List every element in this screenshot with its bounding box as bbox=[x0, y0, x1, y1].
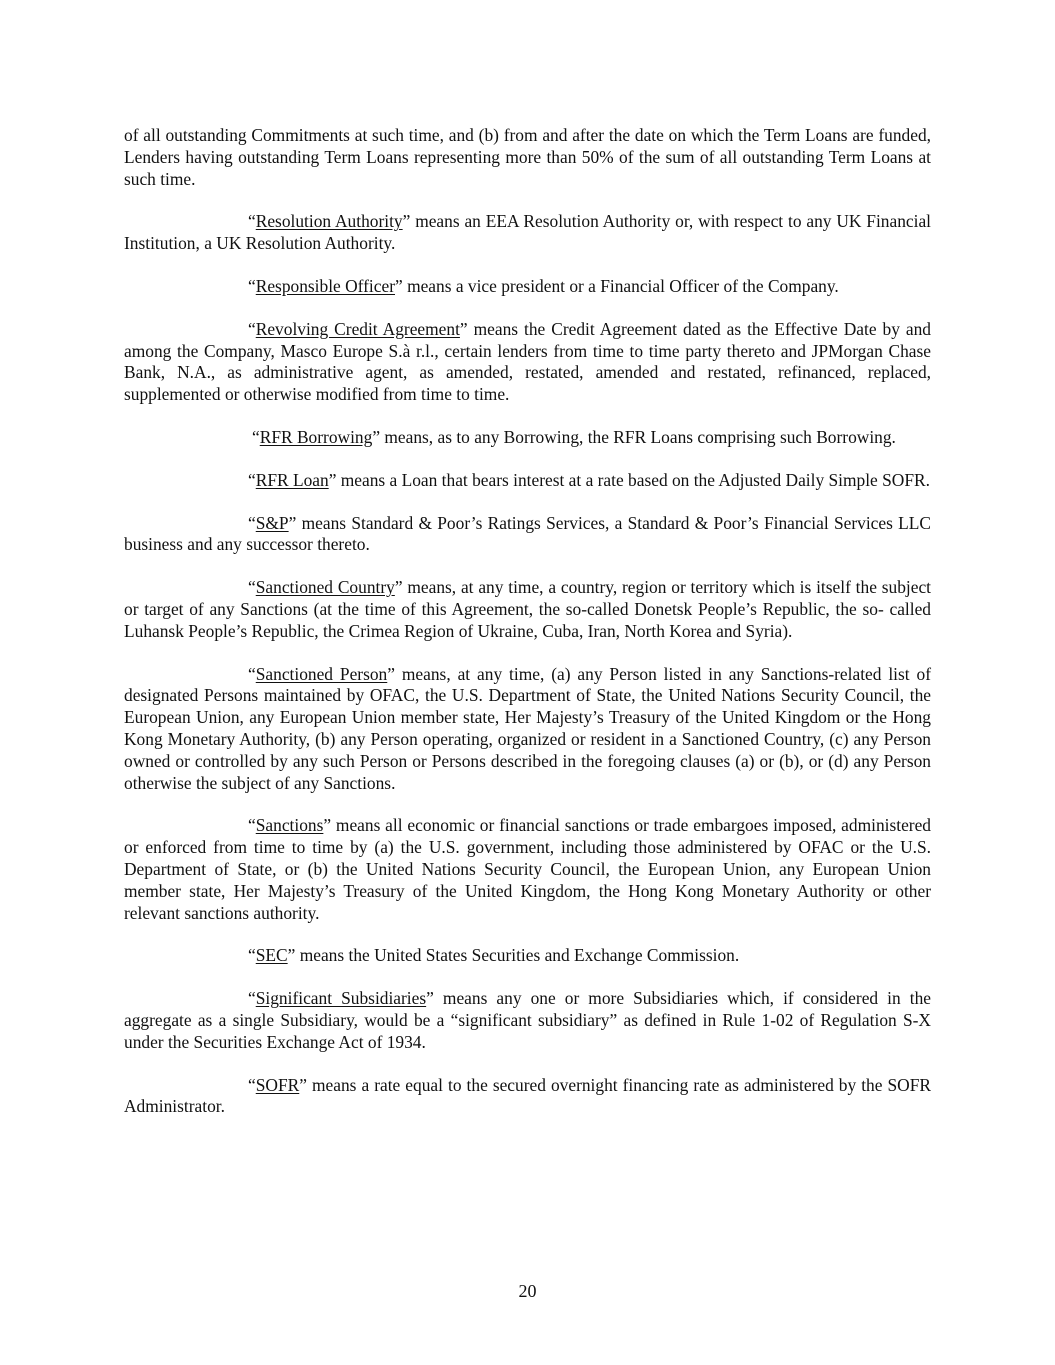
definition-rfr-borrowing bbox=[124, 427, 931, 449]
definition-sofr bbox=[124, 1075, 931, 1119]
page-number: 20 bbox=[518, 1281, 537, 1301]
defined-term: SOFR bbox=[255, 1074, 300, 1095]
document-page bbox=[124, 125, 931, 1139]
open-quote: “ bbox=[248, 577, 256, 598]
open-quote: “ bbox=[252, 426, 260, 447]
open-quote: “ bbox=[248, 512, 256, 533]
open-quote: “ bbox=[248, 469, 256, 490]
defined-term: Sanctions bbox=[255, 815, 324, 836]
definition-revolving-credit-agreement bbox=[124, 319, 931, 406]
definition-text: ” means, as to any Borrowing, the RFR Loans comprising such Borrowing. bbox=[372, 426, 896, 447]
open-quote: “ bbox=[248, 211, 256, 232]
definition-text: ” means a vice president or a Financial Officer of the Company. bbox=[395, 275, 839, 296]
definition-text: ” means, at any time, a country, region or territory which is itself the subject or target of any Sanctions (at the time of this Agreement, the so-called Donetsk People’s Republic, the so- called Luhansk People’s Republic, the Crimea Region of Ukraine, Cuba, Iran, North Korea and Syria). bbox=[124, 577, 931, 641]
definition-sec bbox=[124, 945, 931, 967]
open-quote: “ bbox=[248, 275, 256, 296]
open-quote: “ bbox=[248, 815, 256, 836]
definition-significant-subsidiaries bbox=[124, 988, 931, 1053]
definition-responsible-officer bbox=[124, 276, 931, 298]
defined-term: Responsible Officer bbox=[255, 275, 395, 296]
definition-text: ” means the United States Securities and Exchange Commission. bbox=[287, 945, 740, 966]
defined-term: Sanctioned Person bbox=[255, 663, 388, 684]
defined-term: Resolution Authority bbox=[255, 211, 403, 232]
defined-term: RFR Borrowing bbox=[259, 426, 373, 447]
definition-text: ” means any one or more Subsidiaries which, if considered in the aggregate as a single Subsidiary, would be a “significant subsidiary” as defined in Rule 1-02 of Regulation S-X under the Securities Exchange Act of 1934. bbox=[124, 988, 932, 1052]
definition-text: ” means the Credit Agreement dated as the Effective Date by and among the Company, Masco Europe S.à r.l., certain lenders from time to time party thereto and JPMorgan Chase Bank, N.A., as administrative agent, as amended, restated, amended and restated, refinanced, replaced, supplemented or otherwise modified from time to time. bbox=[124, 318, 931, 405]
definition-text: ” means a rate equal to the secured overnight financing rate as administered by the SOFR Administrator. bbox=[124, 1074, 931, 1117]
open-quote: “ bbox=[248, 318, 256, 339]
defined-term: S&P bbox=[255, 512, 289, 533]
continued-paragraph: of all outstanding Commitments at such time, and (b) from and after the date on which the Term Loans are funded, Lenders having outstanding Term Loans representing more than 50% of the sum of all outstanding Term Loans at such time. bbox=[124, 125, 931, 189]
open-quote: “ bbox=[248, 945, 256, 966]
definition-s-and-p bbox=[124, 513, 931, 557]
open-quote: “ bbox=[248, 663, 256, 684]
defined-term: SEC bbox=[255, 945, 288, 966]
definition-sanctioned-person bbox=[124, 664, 931, 795]
definition-rfr-loan bbox=[124, 470, 931, 492]
definition-text: ” means a Loan that bears interest at a rate based on the Adjusted Daily Simple SOFR. bbox=[328, 469, 930, 490]
defined-term: Sanctioned Country bbox=[255, 577, 395, 598]
defined-term: Revolving Credit Agreement bbox=[255, 318, 460, 339]
open-quote: “ bbox=[248, 1074, 256, 1095]
definition-text: ” means an EEA Resolution Authority or, with respect to any UK Financial Institution, a UK Resolution Authority. bbox=[124, 211, 931, 254]
definition-text: ” means Standard & Poor’s Ratings Services, a Standard & Poor’s Financial Services LLC business and any successor thereto. bbox=[124, 512, 931, 555]
definition-resolution-authority bbox=[124, 211, 931, 255]
open-quote: “ bbox=[248, 988, 256, 1009]
definition-text: ” means all economic or financial sanctions or trade embargoes imposed, administered or enforced from time to time by (a) the U.S. government, including those administered by OFAC or the U.S. Department of State, or (b) the United Nations Security Council, the European Union, any European Union member state, Her Majesty’s Treasury of the United Kingdom, the Hong Kong Monetary Authority or other relevant sanctions authority. bbox=[124, 815, 931, 923]
definition-sanctions bbox=[124, 815, 931, 924]
definition-text: ” means, at any time, (a) any Person listed in any Sanctions-related list of designated Persons maintained by OFAC, the U.S. Department of State, the United Nations Security Council, the European Union, any European Union member state, Her Majesty’s Treasury of the United Kingdom or the Hong Kong Monetary Authority, (b) any Person operating, organized or resident in a Sanctioned Country, (c) any Person owned or controlled by any such Person or Persons described in the foregoing clauses (a) or (b), or (d) any Person otherwise the subject of any Sanctions. bbox=[124, 663, 932, 793]
definition-sanctioned-country bbox=[124, 577, 931, 642]
defined-term: Significant Subsidiaries bbox=[255, 988, 427, 1009]
defined-term: RFR Loan bbox=[255, 469, 329, 490]
